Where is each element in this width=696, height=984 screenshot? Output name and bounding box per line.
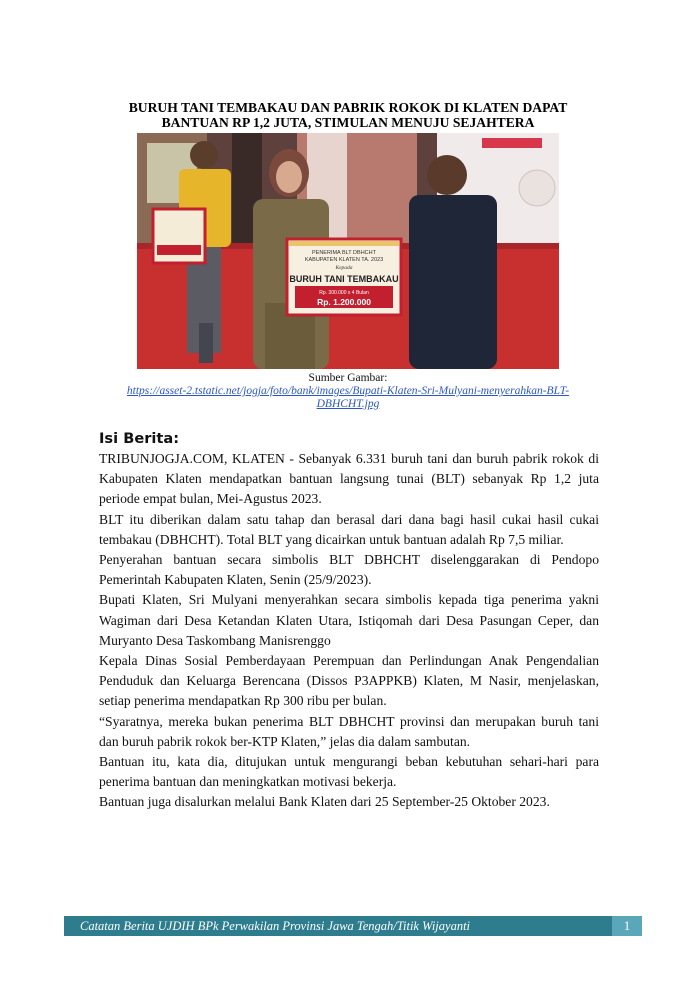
page-number: 1 — [612, 916, 642, 936]
caption-link-line-1[interactable]: https://asset-2.tstatic.net/jogja/foto/bank/images/Bupati-Klaten-Sri-Mulyani-menyerahkan-BLT- — [126, 385, 570, 397]
paragraph: Bantuan juga disalurkan melalui Bank Klaten dari 25 September-25 Oktober 2023. — [99, 794, 550, 810]
article-title — [95, 100, 601, 130]
sign-line-3: Kepada — [335, 265, 353, 271]
news-photo — [137, 133, 559, 369]
paragraph: Bupati Klaten, Sri Mulyani menyerahkan secara simbolis kepada tiga penerima yakni Wagiman dari Desa Ketandan Klaten Utara, Istiqomah dari Desa Pasungan Ceper, dan Muryanto Desa Taskombang Manisrenggo — [99, 592, 599, 648]
sign-line-5: Rp. 300.000 x 4 Bulan — [319, 290, 369, 296]
section-heading: Isi Berita: — [99, 430, 180, 447]
news-photo-illustration — [137, 133, 559, 369]
page-footer — [64, 916, 642, 936]
sign-line-1: PENERIMA BLT DBHCHT — [312, 250, 376, 256]
article-body — [99, 449, 599, 813]
caption-link-line-2[interactable]: DBHCHT.jpg — [316, 398, 380, 410]
sign-line-2: KABUPATEN KLATEN TA. 2023 — [304, 257, 384, 263]
photo-caption — [95, 372, 601, 411]
caption-label: Sumber Gambar: — [308, 372, 388, 384]
caption-link[interactable] — [95, 385, 601, 411]
paragraph: Bantuan itu, kata dia, ditujukan untuk mengurangi beban kebutuhan sehari-hari para penerima bantuan dan meningkatkan motivasi bekerja. — [99, 754, 599, 790]
sign-line-6: Rp. 1.200.000 — [317, 297, 371, 307]
paragraph: Penyerahan bantuan secara simbolis BLT DBHCHT diselenggarakan di Pendopo Pemerintah Kabupaten Klaten, Senin (25/9/2023). — [99, 552, 599, 588]
title-line-2: BANTUAN RP 1,2 JUTA, STIMULAN MENUJU SEJAHTERA — [161, 115, 535, 130]
paragraph: “Syaratnya, mereka bukan penerima BLT DBHCHT provinsi dan merupakan buruh tani dan buruh pabrik rokok ber-KTP Klaten,” jelas dia dalam sambutan. — [99, 713, 599, 749]
paragraph: TRIBUNJOGJA.COM, KLATEN - Sebanyak 6.331 buruh tani dan buruh pabrik rokok di Kabupaten Klaten mendapatkan bantuan langsung tunai (BLT) sebanyak Rp 1,2 juta periode empat bulan, Mei-Agustus 2023. — [99, 451, 599, 507]
footer-text: Catatan Berita UJDIH BPk Perwakilan Provinsi Jawa Tengah/Titik Wijayanti — [80, 919, 471, 933]
sign-line-4: BURUH TANI TEMBAKAU — [289, 274, 399, 284]
paragraph: Kepala Dinas Sosial Pemberdayaan Perempuan dan Perlindungan Anak Pengendalian Penduduk dan Keluarga Berencana (Dissos P3APPKB) Klaten, M Nasir, menjelaskan, setiap penerima mendapatkan Rp 300 ribu per bulan. — [99, 653, 599, 709]
title-line-1: BURUH TANI TEMBAKAU DAN PABRIK ROKOK DI KLATEN DAPAT — [128, 100, 568, 115]
paragraph: BLT itu diberikan dalam satu tahap dan berasal dari dana bagi hasil cukai hasil cukai tembakau (DBHCHT). Total BLT yang dicairkan untuk bantuan adalah Rp 7,5 miliar. — [99, 511, 599, 547]
